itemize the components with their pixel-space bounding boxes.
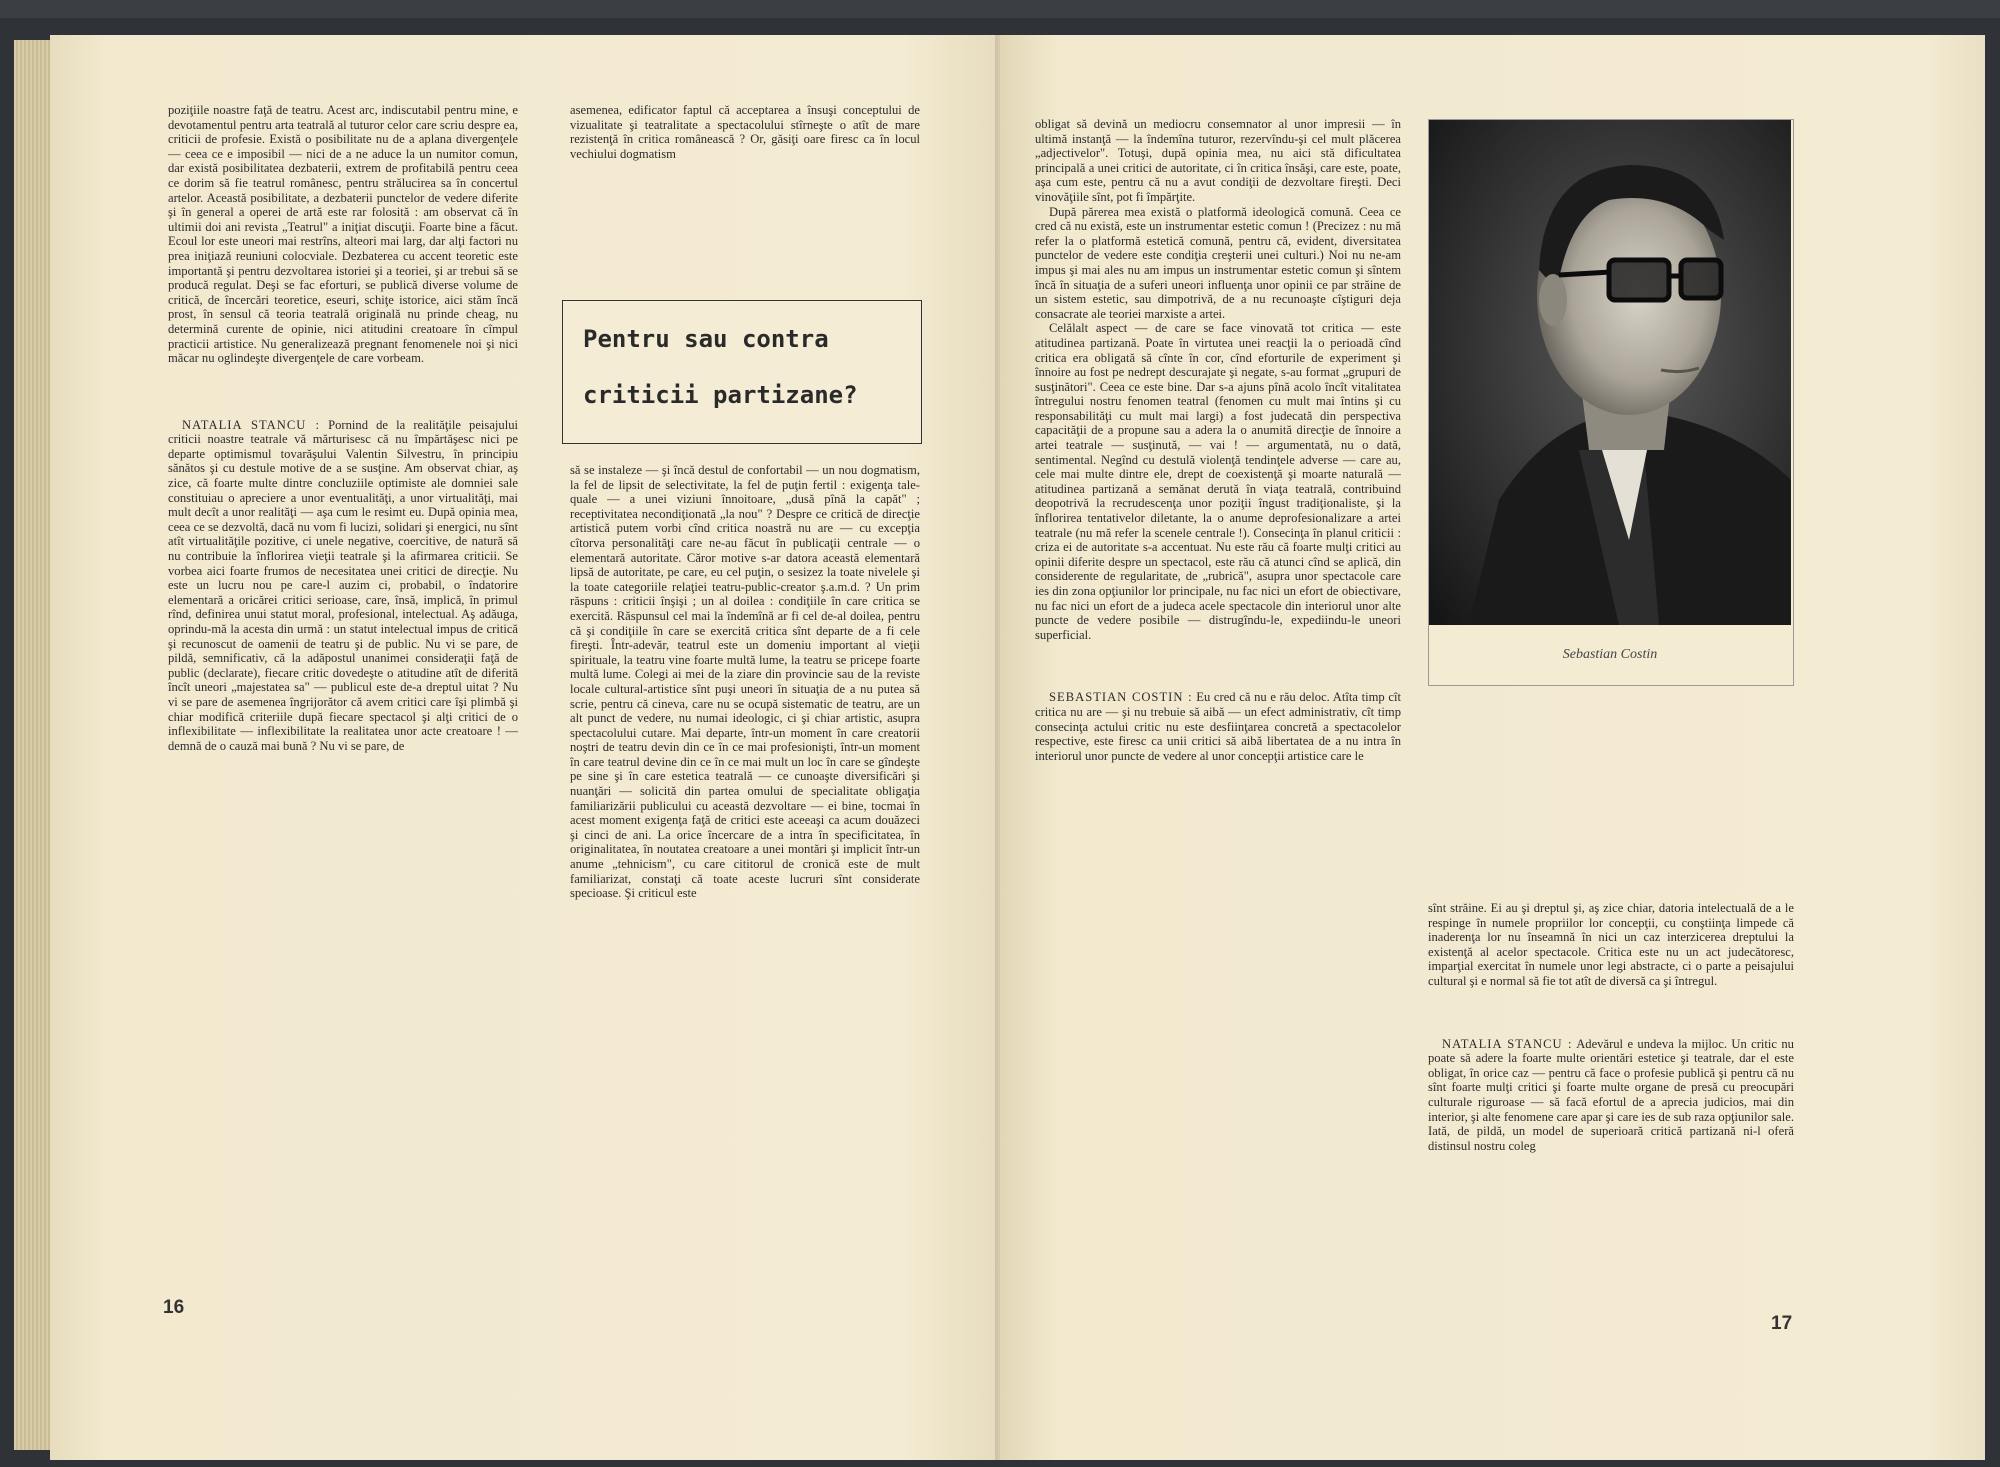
left-page <box>50 35 1000 1460</box>
paragraph-text: Pornind de la realităţile peisajului criticii noastre teatrale vă mărturisesc că nu împărtăşesc nici pe departe optimismul tovarăşului Valentin Silvestru, în principiu sănătos şi cu destule motive de a se susţine. Am observat chiar, aş zice, că foarte multe dintre concluziile optimiste ale domniei sale constituiau o apreciere a unor eventualităţi, a unor virtualităţi, mai mult decît a unor realităţi — aşa cum le resimt eu. După opinia mea, ceea ce se dezvoltă, dacă nu vom fi lucizi, solidari şi energici, nu sînt atît virtualităţile pozitive, ci unele negative, coercitive, de natură să nu contribuie la înflorirea vieţii teatrale şi la afirmarea criticii. Se vorbea aici foarte frumos de necesitatea unei critici de direcţie. Nu este un lucru nou pe care-l auzim ci, probabil, o îndatorire elementară a oricărei critici serioase, care, însă, implică, în primul rînd, definirea unui statut moral, profesional, intelectual. Aş adăuga, oprindu-mă la acesta din urmă : un statut intelectual impus de critică şi recunoscut de oamenii de teatru şi de public. Nu vi se pare, de pildă, semnificativ, că la adăpostul unanimei consideraţii faţă de public (declarate), fiecare critic dovedeşte o atitudine atît de diferită încît uneori „majestatea sa" — publicul este de-a dreptul uitat ? Nu vi se pare de asemenea îngrijorător că avem critici care îşi plimbă şi chiar modifică criteriile după fiecare spectacol şi alţi critici de o inflexibilitate — inflexibilitate la realitatea unor acte creatoare ! — demnă de o cauză mai bună ? Nu vi se pare, de <box>168 417 518 753</box>
speaker-name: SEBASTIAN COSTIN : <box>1049 690 1193 705</box>
portrait-image <box>1429 120 1791 625</box>
paragraph: sînt străine. Ei au şi dreptul şi, aş zice chiar, datoria intelectuală de a le respinge în numele propriilor lor concepţii, cu conştiinţa limpede că inaderenţa lor nu înseamnă în nici un caz interzicerea dreptului la existenţă al acelor spectacole. Critica este nu un act judecătoresc, imparţial exercitat în numele unor legi abstracte, ci o parte a peisajului cultural şi e normal să fie tot atît de diversă ca şi întregul. <box>1428 901 1794 988</box>
page-edges <box>14 40 50 1450</box>
paragraph: asemenea, edificator faptul că acceptarea a însuşi conceptului de vizualitate şi teatralitate a spectacolului stîrneşte o atît de mare rezistenţă în critica românească ? Or, găsiţi oare firesc ca în locul vechiului dogmatism <box>570 103 920 161</box>
article-title-line-2: criticii partizane? <box>583 381 858 409</box>
page-number-right: 17 <box>1771 1313 1793 1334</box>
speaker-name: NATALIA STANCU : <box>1442 1036 1573 1051</box>
paragraph: să se instaleze — şi încă destul de confortabil — un nou dogmatism, la fel de lipsit de selectivitate, la fel de puţin fertil : exigenţa tale-quale — a unei viziuni înnoitoare, „dusă pînă la capăt" ; receptivitatea necondiţionată „la nou" ? Despre ce critică de direcţie artistică putem vorbi cînd critica noastră nu are — cu excepţia cîtorva personalităţi care ne-au făcut în publicaţii centrale — o elementară autoritate. Căror motive s-ar datora această elementară lipsă de autoritate, pe care, eu cel puţin, o sesizez la toate nivelele şi la toate categoriile relaţiei teatru-public-creator ş.a.m.d. ? Un prim răspuns : criticii înşişi ; un al doilea : condiţiile în care critica se exercită. Răspunsul cel mai la îndemînă ar fi cel de-al doilea, pentru că şi condiţiile în care se exercită critica sînt departe de a fi cele fireşti. Într-adevăr, teatrul este un domeniu important al vieţii spirituale, la teatru vine foarte multă lume, la teatru se pricepe foarte multă lume. Colegi ai mei de la ziare din provincie sau de la reviste locale cultural-artistice sînt puşi uneori în situaţia de a nu putea să scrie, pentru că cineva, care nu se ocupă sistematic de teatru, are un alt punct de vedere, nu numai ideologic, ci şi chiar artistic, asupra spectacolului cutare. Mai departe, într-un moment în care creatorii noştri de teatru devin din ce în ce mai profesionişti, într-un moment în care teatrul devine din ce în ce mai mult un loc în care se gîndeşte pe sine şi în care estetica teatrală — ce cunoaşte diversificări şi nuanţări — solicită din partea omului de specialitate obligaţia familiarizării publicului cu această dezvoltare — ei bine, tocmai în acest moment exigenţa faţă de critici este aceeaşi ca acum douăzeci şi cinci de ani. La orice încercare de a intra în specificitatea, în originalitatea, în noutatea creatoare a unei montări şi implicit într-un anume „tehnicism", cu care cititorul de cronică este de mult familiarizat, constaţi că toate aceste lucruri sînt considerate specioase. Şi criticul este <box>570 463 920 901</box>
left-page-column-1 <box>168 103 518 1333</box>
paragraph-text: Eu cred că nu e rău deloc. Atîta timp cît critica nu are — şi nu trebuie să aibă — un efect administrativ, cît timp consecinţa actului critic nu este desfiinţarea concretă a spectacolelor respective, este firesc ca unii critici să aibă libertatea de a nu intra în interiorul unor puncte de vedere al unor concepţii artistice care le <box>1035 690 1401 763</box>
paragraph: După părerea mea există o platformă ideologică comună. Ceea ce cred că nu există, este un instrumentar estetic comun ! (Precizez : nu mă refer la o platformă estetică comună, pentru că, evident, diversitatea punctelor de vedere este condiţia creşterii unei culturi.) Noi nu ne-am impus şi mai ales nu am impus un instrumentar estetic comun şi sîntem încă în situaţia de a suferi uneori influenţa unor opinii ce par străine de un sistem estetic, sau dimpotrivă, de a nu recunoaşte cîştiguri deja consacrate ale teoriei marxiste a artei. <box>1035 204 1401 321</box>
paragraph-text: Adevărul e undeva la mijloc. Un critic nu poate să adere la foarte multe orientări estetice şi teatrale, dar el este obligat, în orice caz — pentru că face o profesie publică şi pentru că nu sînt foarte mulţi critici şi foarte multe organe de presă cu preocupări culturale riguroase — să facă efortul de a aprecia judicios, mai din interior, şi alte fenomene care apar şi care ies de sub raza opţiunilor sale. Iată, de pildă, un model de superioară critică partizană ni-l oferă distinsul nostru coleg <box>1428 1036 1794 1153</box>
paragraph <box>1035 690 1401 763</box>
left-page-column-2-top <box>570 103 920 223</box>
photo-caption: Sebastian Costin <box>1562 647 1658 662</box>
right-page-column-2 <box>1428 901 1794 1351</box>
paragraph: poziţiile noastre faţă de teatru. Acest arc, indiscutabil pentru mine, e devotamentul pentru arta teatrală al tuturor celor care scriu despre ea, criticii de profesie. Există o posibilitate nu de a aplana divergenţele — ceea ce e imposibil — nici de a ne aduce la un numitor comun, dar există posibilitatea dezbaterii, extrem de profitabilă pentru ceea ce dorim să fie teatrul românesc, pentru strălucirea sa în concertul artelor. Această posibilitate, a dezbaterii punctelor de vedere diferite şi în general a operei de artă este rar folosită : am observat că în ultimii doi ani revista „Teatrul" a iniţiat discuţii. Foarte bine a făcut. Ecoul lor este uneori mai restrîns, alteori mai larg, dar alţi factori nu prea iniţiază reuniuni colocviale. Dezbaterea cu accent teoretic este importantă şi pentru dezvoltarea istoriei şi a teoriei, şi ar trebui să se producă regulat. Deşi se fac eforturi, se publică diverse volume de critică, de încercări teoretice, eseuri, schiţe istorice, aici stăm încă prost, în sensul că teoria teatrală originală nu prinde cheag, nu determină curente de opinie, nici atitudini creatoare în cîmpul practicii artistice. Nu generalizează pregnant fenomenele noi şi nici măcar nu oglindeşte divergenţele de care vorbeam. <box>168 103 518 366</box>
page-number-left: 16 <box>163 1297 185 1318</box>
right-page <box>1000 35 1985 1460</box>
right-page-column-1 <box>1035 117 1401 1347</box>
paragraph <box>1428 1037 1794 1154</box>
paragraph: Celălalt aspect — de care se face vinovată tot critica — este atitudinea partizană. Poate în virtutea unei reacţii la o perioadă cînd critica era obligată să cînte în cor, cînd eforturile de experiment şi înnoire au fost pe nedrept descurajate şi negate, s-au format „grupuri de susţinători". Ceea ce este bine. Dar s-a ajuns pînă acolo încît vitalitatea întregului nostru fenomen teatral (fenomen cu mult mai întins şi cu responsabilităţi cu mult mai largi) a fost judecată din perspectiva capacităţii de a propune sau a adera la o anumită direcţie de înnoire a artei teatrale — susţinută, — vai ! — argumentată, nu o dată, sentimental. Negînd cu destulă violenţă tendinţele adverse — care au, cele mai multe dintre ele, drept de coexistenţă şi moarte naturală — atitudinea partizană a semănat derută în viaţa teatrală, contribuind deopotrivă la recrudescenţa unor poziţii îngust tradiţionaliste, şi la înflorirea tentativelor diletante, la o anume deprofesionalizare a artei teatrale (nu mă refer la scenele centrale !). Consecinţa în planul criticii : criza ei de autoritate s-a accentuat. Nu este rău că foarte mulţi critici au opinii diferite despre un spectacol, este rău că atunci cînd se aplică, din considerente de regularitate, de „rubrică", asupra unor spectacole care ies din zona opţiunilor lor principale, nu fac nici un efort de obiectivare, nu fac nici un efort de a judeca acele spectacole din interiorul unor alte puncte de vedere posibile — distrugîndu-le, expediindu-le uneori superficial. <box>1035 321 1401 642</box>
article-title-line-1: Pentru sau contra <box>583 325 829 353</box>
left-page-column-2-bottom <box>570 463 920 1333</box>
article-title-box <box>562 300 922 444</box>
speaker-name: NATALIA STANCU : <box>182 417 320 432</box>
portrait-photo <box>1429 120 1791 625</box>
paragraph: obligat să devină un mediocru consemnator al unor impresii — în ultimă instanţă — la îndemîna tuturor, rezervîndu-şi cel mult plăcerea „adjectivelor". Totuşi, după opinia mea, nu aici stă dificultatea principală a unei critici de autoritate, ci în critica însăşi, care este, poate, aşa cum este, pentru că nu a avut condiţii de dezvoltare fireşti. Deci vinovăţiile sînt, pot fi împărţite. <box>1035 117 1401 204</box>
paragraph <box>168 418 518 754</box>
